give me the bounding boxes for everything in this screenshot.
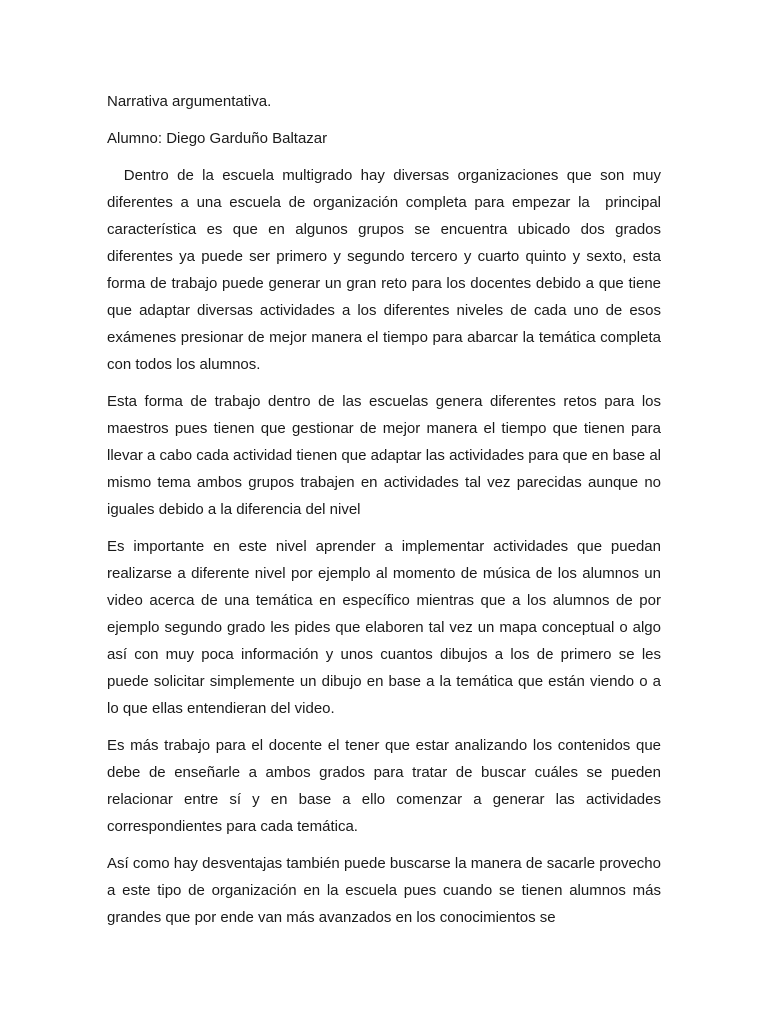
document-title: Narrativa argumentativa. xyxy=(107,93,272,110)
document-body xyxy=(107,88,666,941)
paragraph-4: Es más trabajo para el docente el tener que estar analizando los contenidos que debe de enseñarle a ambos grados para tratar de buscar cuáles se pueden relacionar entre sí y en base a ello comenzar a generar las actividades correspondientes para cada temática. xyxy=(107,737,661,835)
paragraph-1: Dentro de la escuela multigrado hay diversas organizaciones que son muy diferentes a una escuela de organización completa para empezar la principal característica es que en algunos grupos se encuentra ubicado dos grados diferentes ya puede ser primero y segundo tercero y cuarto quinto y sexto, esta forma de trabajo puede generar un gran reto para los docentes debido a que tiene que adaptar diversas actividades a los diferentes niveles de cada uno de esos exámenes presionar de mejor manera el tiempo para abarcar la temática completa con todos los alumnos. xyxy=(107,167,666,373)
paragraph-5: Así como hay desventajas también puede buscarse la manera de sacarle provecho a este tipo de organización en la escuela pues cuando se tienen alumnos más grandes que por ende van más avanzados en los conocimientos se xyxy=(107,855,661,926)
student-name: Alumno: Diego Garduño Baltazar xyxy=(107,130,328,147)
paragraph-2: Esta forma de trabajo dentro de las escuelas genera diferentes retos para los maestros pues tienen que gestionar de mejor manera el tiempo que tienen para llevar a cabo cada actividad tienen que adaptar las actividades para que en base al mismo tema ambos grupos trabajen en actividades tal vez parecidas aunque no iguales debido a la diferencia del nivel xyxy=(107,393,661,518)
paragraph-3: Es importante en este nivel aprender a implementar actividades que puedan realizarse a diferente nivel por ejemplo al momento de música de los alumnos un video acerca de una temática en específico mientras que a los alumnos de por ejemplo segundo grado les pides que elaboren tal vez un mapa conceptual o algo así con muy poca información y unos cuantos dibujos a los de primero se les puede solicitar simplemente un dibujo en base a la temática que están viendo o a lo que ellas entendieran del video. xyxy=(107,538,661,717)
